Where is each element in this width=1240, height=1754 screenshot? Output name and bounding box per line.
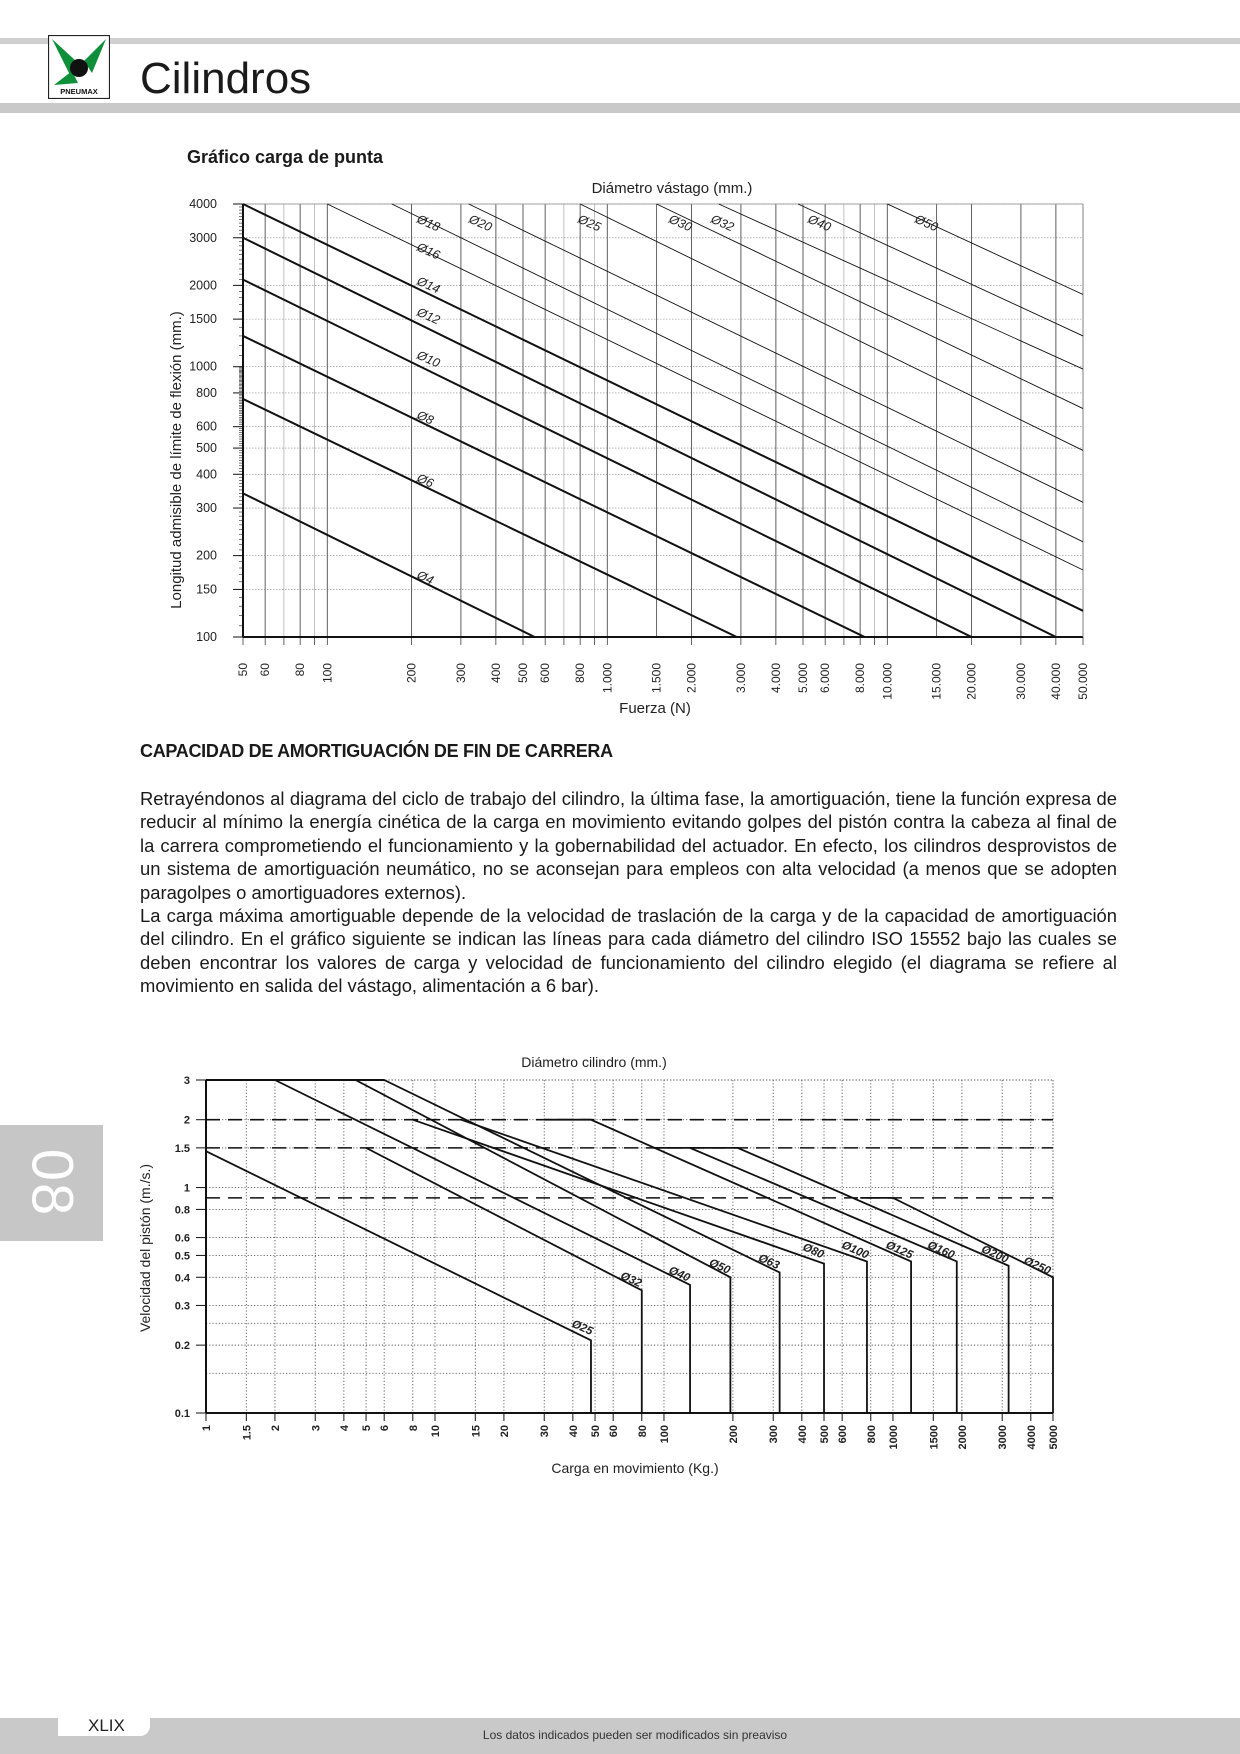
y-tick-label: 400 — [196, 467, 217, 482]
x-axis-title: Carga en movimiento (Kg.) — [551, 1460, 719, 1476]
x-tick-label: 10.000 — [880, 663, 895, 700]
page-title: Cilindros — [140, 54, 312, 103]
x-tick-label: 4.000 — [768, 663, 783, 694]
series-label: Ø14 — [414, 273, 443, 297]
x-tick-label: 3000 — [997, 1425, 1010, 1450]
x-tick-label: 500 — [819, 1425, 832, 1444]
y-tick-label: 800 — [196, 385, 217, 400]
y-tick-label: 3000 — [189, 230, 217, 245]
series-line — [243, 336, 865, 637]
x-tick-label: 40.000 — [1048, 663, 1063, 700]
chart1-section-title: Gráfico carga de punta — [187, 147, 384, 167]
series-line — [243, 399, 737, 637]
x-tick-label: 2 — [269, 1425, 282, 1432]
y-axis-title: Velocidad del pistón (m./s.) — [137, 1163, 153, 1333]
x-axis-title: Fuerza (N) — [619, 700, 691, 717]
x-tick-label: 40 — [567, 1425, 580, 1438]
x-tick-label: 60 — [258, 663, 273, 677]
x-tick-label: 300 — [768, 1425, 781, 1444]
x-tick-label: 50.000 — [1076, 663, 1090, 700]
series-label: Ø4 — [414, 567, 436, 588]
x-tick-label: 20 — [498, 1425, 511, 1438]
series-label: Ø16 — [414, 239, 443, 263]
x-tick-label: 5 — [361, 1425, 374, 1432]
x-tick-label: 4 — [338, 1425, 351, 1432]
x-tick-label: 15.000 — [929, 663, 944, 700]
series-line — [243, 204, 1083, 611]
x-tick-label: 1000 — [887, 1425, 900, 1450]
x-tick-label: 1.5 — [241, 1425, 254, 1441]
series-line — [356, 1080, 731, 1413]
buckling-chart — [0, 0, 1240, 730]
x-tick-label: 15 — [470, 1425, 483, 1438]
y-tick-label: 0.6 — [174, 1232, 190, 1245]
series-label: Ø50 — [912, 211, 941, 235]
footer-note: Los datos indicados pueden ser modificados sin preaviso — [482, 1728, 788, 1742]
series-line — [719, 204, 1083, 369]
paragraph-1: Retrayéndonos al diagrama del ciclo de trabajo del cilindro, la última fase, la amortiguación, tiene la función expresa de reducir al mínimo la energía cinética de la carga en movimiento evitando golpes del pistón contra la cabeza al final de la carrera comprometiendo el funcionamiento y la gobernabilidad del actuador. En efecto, los cilindros desprovistos de un sistema de amortiguación neumático, no se aconsejan para empleos con alta velocidad (a menos que se adopten paragolpes o amortiguadores externos). — [140, 788, 1117, 903]
x-tick-label: 20.000 — [964, 663, 979, 700]
series-label: Ø80 — [800, 1241, 826, 1262]
cushioning-text — [140, 787, 1117, 998]
series-line — [275, 1080, 690, 1413]
x-tick-label: 50 — [236, 663, 250, 677]
x-tick-label: 5000 — [1048, 1425, 1060, 1450]
series-label: Ø100 — [839, 1239, 871, 1262]
series-label: Ø125 — [883, 1239, 915, 1262]
y-tick-label: 1.5 — [174, 1142, 190, 1155]
series-label: Ø12 — [414, 304, 443, 328]
x-tick-label: 8 — [407, 1425, 420, 1432]
series-label: Ø8 — [414, 407, 436, 428]
x-tick-label: 6.000 — [818, 663, 833, 694]
series-line — [243, 493, 535, 637]
y-tick-label: 150 — [196, 582, 217, 597]
x-tick-label: 60 — [608, 1425, 621, 1438]
cushioning-chart — [0, 1040, 1240, 1480]
x-tick-label: 100 — [658, 1425, 671, 1444]
x-tick-label: 1.500 — [649, 663, 664, 694]
series-label: Ø25 — [569, 1318, 595, 1338]
x-tick-label: 5.000 — [796, 663, 810, 694]
top-axis-title: Diámetro vástago (mm.) — [591, 180, 753, 197]
y-tick-label: 1000 — [189, 359, 217, 374]
series-line — [580, 204, 1083, 450]
series-line — [327, 204, 1083, 570]
x-tick-label: 400 — [796, 1425, 809, 1444]
y-tick-label: 600 — [196, 419, 217, 434]
x-tick-label: 800 — [865, 1425, 878, 1444]
x-tick-label: 4000 — [1025, 1425, 1038, 1450]
series-label: Ø40 — [805, 211, 834, 235]
x-tick-label: 2.000 — [684, 663, 699, 694]
x-tick-label: 1500 — [928, 1425, 941, 1450]
y-tick-label: 4000 — [189, 197, 217, 211]
chapter-number: 08 — [19, 1148, 84, 1218]
y-tick-label: 0.8 — [174, 1204, 190, 1217]
logo-text: PNEUMAX — [60, 87, 98, 96]
x-tick-label: 80 — [636, 1425, 649, 1438]
series-label: Ø32 — [708, 211, 737, 235]
series-line — [413, 1120, 824, 1413]
y-axis-title: Longitud admisible de límite de flexión (mm.) — [168, 311, 185, 609]
y-tick-label: 100 — [196, 630, 217, 644]
x-tick-label: 100 — [320, 663, 335, 684]
x-tick-label: 400 — [488, 663, 503, 684]
x-tick-label: 50 — [590, 1425, 603, 1438]
x-tick-label: 10 — [429, 1425, 442, 1438]
y-tick-label: 0.1 — [174, 1408, 190, 1420]
series-label: Ø32 — [618, 1270, 644, 1290]
x-tick-label: 300 — [453, 663, 468, 684]
y-tick-label: 3 — [183, 1075, 190, 1087]
cushioning-section-title: CAPACIDAD DE AMORTIGUACIÓN DE FIN DE CARRERA — [140, 741, 613, 761]
series-label: Ø160 — [925, 1239, 957, 1262]
y-tick-label: 1500 — [189, 312, 217, 327]
x-tick-label: 1.000 — [600, 663, 615, 694]
y-tick-label: 1 — [183, 1182, 190, 1195]
y-tick-label: 500 — [196, 441, 217, 456]
series-label: Ø63 — [756, 1252, 782, 1273]
paragraph-2: La carga máxima amortiguable depende de la velocidad de traslación de la carga y de la capacidad de amortiguación del cilindro. En el gráfico siguiente se indican las líneas para cada diámetro del cilindro ISO 15552 bajo las cuales se deben encontrar los valores de carga y velocidad de funcionamiento del cilindro elegido (el diagrama se refiere al movimiento en salida del vástago, alimentación a 6 bar). — [140, 905, 1117, 997]
x-tick-label: 1 — [201, 1425, 213, 1432]
x-tick-label: 2000 — [956, 1425, 969, 1450]
series-label: Ø20 — [466, 211, 495, 235]
x-tick-label: 200 — [727, 1425, 740, 1444]
series-label: Ø6 — [414, 470, 436, 491]
series-label: Ø10 — [414, 347, 443, 371]
series-label: Ø40 — [666, 1264, 692, 1285]
x-tick-label: 3 — [310, 1425, 323, 1432]
y-tick-label: 2000 — [189, 278, 217, 293]
x-tick-label: 200 — [404, 663, 419, 684]
y-tick-label: 0.5 — [174, 1250, 190, 1263]
series-line — [243, 238, 1056, 637]
series-label: Ø18 — [414, 211, 443, 235]
page-number: XLIX — [88, 1716, 125, 1735]
x-tick-label: 30 — [539, 1425, 552, 1438]
y-tick-label: 0.2 — [174, 1340, 190, 1353]
y-tick-label: 0.3 — [174, 1300, 190, 1313]
x-tick-label: 6 — [379, 1425, 392, 1432]
x-tick-label: 3.000 — [733, 663, 748, 694]
x-tick-label: 500 — [516, 663, 530, 684]
footer-band — [0, 1718, 1240, 1754]
x-tick-label: 80 — [293, 663, 308, 677]
y-tick-label: 300 — [196, 501, 217, 516]
series-label: Ø30 — [666, 211, 695, 235]
x-tick-label: 30.000 — [1013, 663, 1028, 700]
series-label: Ø25 — [575, 211, 604, 235]
page-number-box — [58, 1714, 150, 1736]
x-tick-label: 8.000 — [853, 663, 868, 694]
series-label: Ø50 — [707, 1257, 732, 1277]
y-tick-label: 2 — [183, 1114, 190, 1127]
y-tick-label: 0.4 — [174, 1272, 190, 1285]
x-tick-label: 800 — [573, 663, 588, 684]
top-axis-title: Diámetro cilindro (mm.) — [521, 1054, 667, 1070]
x-tick-label: 600 — [538, 663, 553, 684]
chapter-tab — [0, 1125, 103, 1241]
y-tick-label: 200 — [196, 548, 217, 563]
series-line — [798, 204, 1083, 336]
series-label: Ø200 — [979, 1243, 1010, 1266]
x-tick-label: 600 — [837, 1425, 850, 1444]
series-label: Ø250 — [1021, 1255, 1053, 1278]
